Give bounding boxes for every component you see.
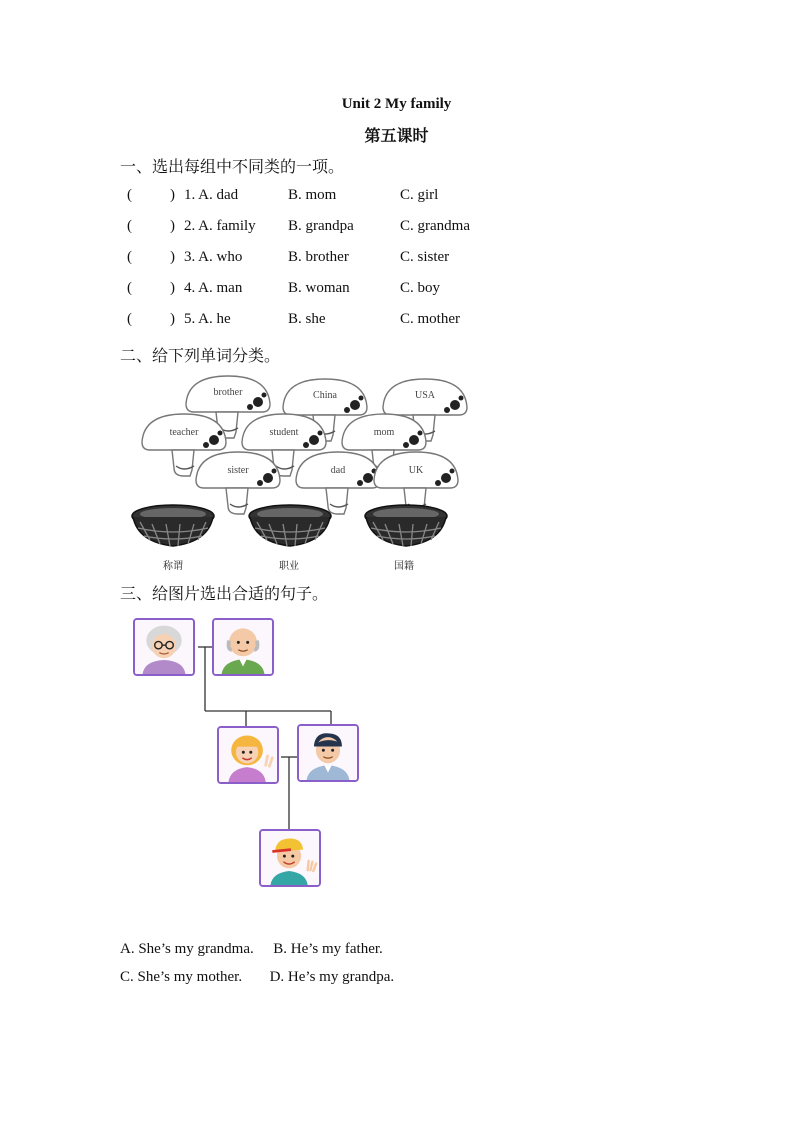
option-c: C. grandma: [400, 218, 470, 234]
answer-paren-close: ): [170, 280, 175, 296]
word-label: teacher: [169, 427, 199, 438]
basket-nationality[interactable]: [363, 502, 449, 552]
answer-paren-close: ): [170, 311, 175, 327]
basket-label-occupation: 职业: [279, 561, 299, 572]
section2-heading: 二、给下列单词分类。: [120, 346, 281, 365]
answer-paren-open[interactable]: (: [127, 218, 132, 234]
option-b: B. woman: [288, 280, 350, 296]
option-b: B. she: [288, 311, 326, 327]
answer-option[interactable]: C. She’s my mother.: [120, 969, 243, 985]
answer-paren-open[interactable]: (: [127, 187, 132, 203]
answer-paren-close: ): [170, 187, 175, 203]
answer-line-2: [120, 969, 394, 986]
father-icon: [299, 726, 357, 780]
mother-icon: [219, 728, 277, 782]
option-b: B. grandpa: [288, 218, 354, 234]
section1-heading: 一、选出每组中不同类的一项。: [120, 157, 345, 176]
boy-card[interactable]: [259, 829, 321, 887]
option-a: 2. A. family: [184, 218, 256, 234]
answer-paren-open[interactable]: (: [127, 249, 132, 265]
answer-paren-close: ): [170, 218, 175, 234]
grandpa-icon: [214, 620, 272, 674]
word-label: China: [313, 390, 337, 401]
basket-label-kinship: 称谓: [163, 561, 183, 572]
lesson-subtitle: 第五课时: [364, 126, 429, 145]
answer-paren-open[interactable]: (: [127, 311, 132, 327]
basket-icon: [130, 502, 216, 552]
word-label: UK: [408, 465, 424, 476]
basket-label-nationality: 国籍: [394, 561, 414, 572]
word-label: USA: [414, 390, 435, 401]
option-b: B. mom: [288, 187, 337, 203]
option-a: 4. A. man: [184, 280, 243, 296]
section3-heading: 三、给图片选出合适的句子。: [120, 584, 329, 603]
option-c: C. girl: [400, 187, 439, 203]
answer-line-1: [120, 941, 383, 958]
answer-option[interactable]: D. He’s my grandpa.: [269, 969, 395, 985]
word-label: sister: [227, 465, 249, 476]
father-card[interactable]: [297, 724, 359, 782]
grandma-icon: [135, 620, 193, 674]
basket-icon: [247, 502, 333, 552]
word-label: student: [269, 427, 299, 438]
word-sort-area: [120, 372, 460, 572]
basket-kinship[interactable]: [130, 502, 216, 552]
grandma-card[interactable]: [133, 618, 195, 676]
option-c: C. sister: [400, 249, 450, 265]
option-a: 5. A. he: [184, 311, 231, 327]
answer-option[interactable]: A. She’s my grandma.: [120, 941, 254, 957]
word-label: dad: [330, 465, 346, 476]
boy-icon: [261, 831, 319, 885]
worksheet-title: Unit 2 My family: [341, 96, 452, 112]
option-a: 1. A. dad: [184, 187, 239, 203]
word-label: brother: [213, 387, 243, 398]
answer-paren-close: ): [170, 249, 175, 265]
answer-option[interactable]: B. He’s my father.: [273, 941, 383, 957]
option-b: B. brother: [288, 249, 349, 265]
basket-occupation[interactable]: [247, 502, 333, 552]
family-tree: [120, 605, 460, 905]
option-a: 3. A. who: [184, 249, 243, 265]
mother-card[interactable]: [217, 726, 279, 784]
grandpa-card[interactable]: [212, 618, 274, 676]
answer-paren-open[interactable]: (: [127, 280, 132, 296]
option-c: C. boy: [400, 280, 441, 296]
word-label: mom: [373, 427, 395, 438]
option-c: C. mother: [400, 311, 460, 327]
basket-icon: [363, 502, 449, 552]
